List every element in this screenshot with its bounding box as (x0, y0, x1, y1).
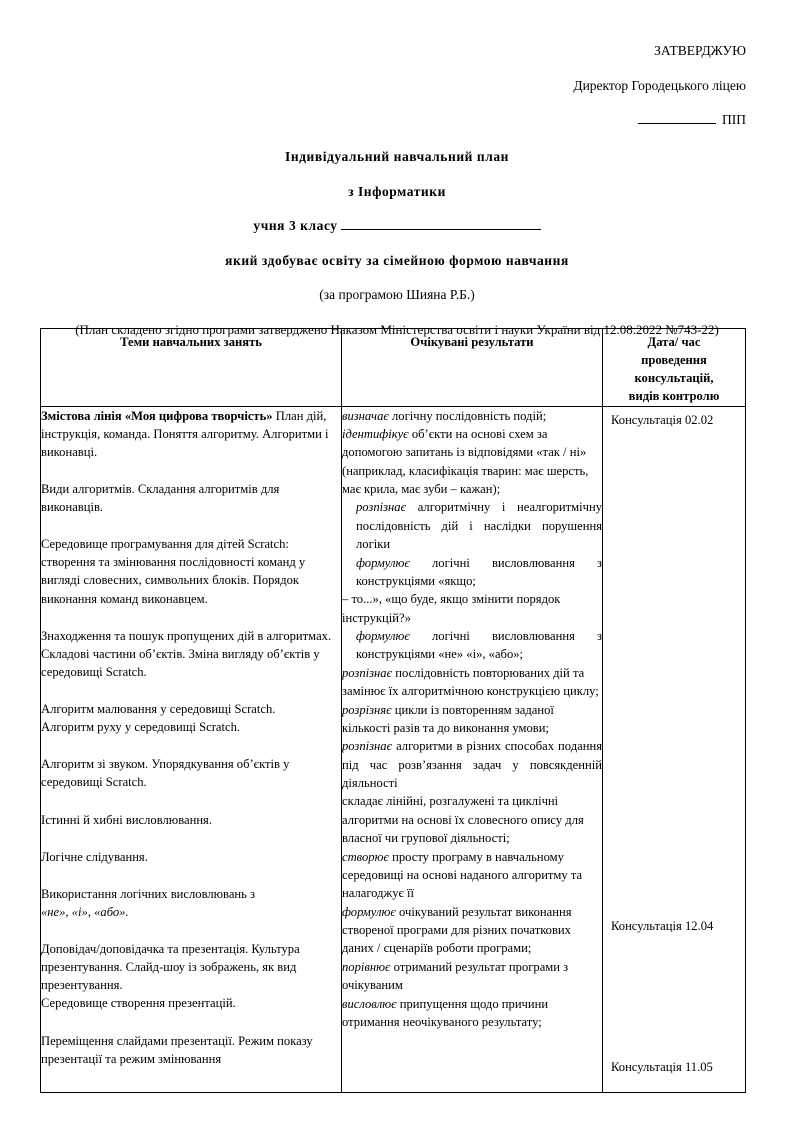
signature-label: ПІП (722, 112, 746, 128)
topic-item: Переміщення слайдами презентації. Режим показу презентації та режим змінювання (41, 1033, 313, 1066)
result-verb: формулює (342, 904, 396, 919)
result-text: алгоритмічну і неалгоритмічну послідовність дій і наслідки порушення логіки (356, 500, 602, 552)
approval-signature-line (360, 113, 746, 127)
result-item (342, 407, 602, 425)
topic-heading: Змістова лінія «Моя цифрова творчість» (41, 408, 273, 423)
result-item: складає лінійні, розгалужені та циклічні алгоритми на основі їх словесного опису для власної чи групової діяльності; (342, 794, 584, 846)
topic-item (41, 885, 341, 921)
topic-text-b: Складові частини об’єктів. Зміна вигляду об’єктів у середовищі Scratch. (41, 646, 320, 679)
spacer (41, 681, 341, 700)
result-text: логічну послідовність подій; (388, 408, 547, 423)
result-item (342, 701, 602, 738)
plan-table-wrapper (40, 328, 745, 1093)
result-text: логічні висловлювання з конструкціями «якщо; (356, 555, 602, 588)
spacer (41, 461, 341, 480)
table-header-row (41, 329, 746, 407)
cell-topics (41, 406, 342, 1092)
table-body (41, 406, 746, 1092)
approval-line-zatverdzhuyu: ЗАТВЕРДЖУЮ (654, 43, 746, 58)
result-item (342, 554, 602, 591)
topic-item (41, 940, 341, 1013)
consultation-date: Консультація 02.02 (611, 412, 714, 427)
result-verb: розпізнає (342, 665, 393, 680)
result-verb: висловлює (342, 996, 397, 1011)
result-verb: розпізнає (342, 739, 393, 754)
table-row (41, 406, 746, 1092)
result-text: припущення щодо причини отримання неочікуваного результату; (342, 996, 549, 1029)
title-block (47, 150, 747, 336)
spacer (41, 921, 341, 940)
plan-table (40, 328, 746, 1093)
result-text: цикли із повторенням заданої кількості разів та до виконання умови; (342, 702, 554, 735)
result-item (342, 848, 602, 903)
topic-text-a: Алгоритм малювання у середовищі Scratch. (41, 702, 276, 716)
approval-line-director: Директор Городецького ліцею (573, 77, 746, 93)
spacer (41, 608, 341, 627)
student-name-blank (341, 219, 541, 230)
spacer (41, 736, 341, 755)
topic-text-a: Знаходження та пошук пропущених дій в алгоритмах. (41, 628, 332, 643)
topic-text-b: Середовище створення презентацій. (41, 996, 236, 1011)
col-header-dates-line-4: видів контролю (628, 388, 720, 403)
program-author-line: (за програмою Шияна Р.Б.) (319, 287, 475, 302)
spacer (41, 516, 341, 535)
topic-item: Логічне слідування. (41, 849, 148, 864)
result-verb: формулює (356, 629, 410, 643)
topic-item: Середовище програмування для дітей Scratch: створення та змінювання послідовності команд у вигляді словесних, символьних блоків. Порядок виконання команд виконавцем. (41, 537, 306, 606)
result-text: отриманий результат програми з очікуваним (342, 959, 569, 993)
topic-item: Алгоритм зі звуком. Упорядкування об’єктів у середовищі Scratch. (41, 757, 290, 790)
col-header-dates (603, 329, 746, 407)
col-header-dates-line-1: Дата/ час (647, 335, 701, 349)
result-text: просту програму в навчальному середовищі на основі наданого алгоритму та налагоджує її (342, 849, 583, 901)
spacer (41, 829, 341, 848)
col-header-results-label: Очікувані результати (410, 335, 534, 349)
spacer (41, 1013, 341, 1032)
result-verb: розпізнає (356, 500, 407, 515)
approval-block (360, 44, 746, 127)
signature-rule (638, 113, 716, 124)
result-item (342, 664, 602, 701)
page-title: Індивідуальний навчальний план (285, 149, 509, 164)
col-header-topics (41, 329, 342, 407)
topic-text: План дій, інструкція, команда. Поняття алгоритму. Алгоритми і виконавці. (41, 408, 329, 459)
cell-results (342, 406, 603, 1092)
result-text: логічні висловлювання з конструкціями «не» «і», «або»; (356, 629, 602, 662)
result-verb: формулює (356, 555, 410, 570)
student-line-prefix: учня 3 класу (253, 218, 338, 233)
topic-text-b: Алгоритм руху у середовищі Scratch. (41, 720, 241, 735)
result-item (342, 498, 602, 553)
table-head (41, 329, 746, 407)
result-item (342, 737, 602, 792)
col-header-topics-label: Теми навчальних занять (120, 335, 262, 349)
topic-item (41, 700, 341, 736)
result-verb: ідентифікує (342, 426, 409, 441)
topic-item (41, 627, 341, 681)
result-item: – то...», «що буде, якщо змінити порядок інструкцій?» (342, 592, 561, 625)
topic-item: Істинні й хибні висловлювання. (41, 812, 212, 827)
cell-dates (603, 406, 746, 1092)
result-verb: розрізняє (342, 702, 392, 717)
consultation-date: Консультація 11.05 (611, 1059, 713, 1074)
result-item (342, 425, 602, 499)
result-item (342, 995, 602, 1032)
subject-title: з Інформатики (348, 183, 446, 199)
program-order-note: (План складено згідно програми затверджено Наказом Міністерства освіти і науки України від 12.08.2022 №743-22) (75, 321, 719, 337)
topic-item (41, 407, 341, 461)
result-item (342, 958, 602, 995)
topic-text-a: Використання логічних висловлювань з (41, 886, 256, 901)
col-header-dates-label (603, 329, 745, 406)
topic-item: Види алгоритмів. Складання алгоритмів для виконавців. (41, 481, 280, 514)
result-item (342, 903, 602, 958)
result-item (342, 627, 602, 664)
result-verb: порівнює (342, 959, 391, 974)
col-header-dates-line-3: консультацій, (634, 370, 714, 385)
col-header-results (342, 329, 603, 407)
topic-text-a: Доповідач/доповідачка та презентація. Культура презентування. Слайд-шоу із зображень, як вид презентування. (41, 942, 300, 993)
result-verb: визначає (342, 408, 389, 423)
consultation-date: Консультація 12.04 (611, 918, 714, 933)
topic-text-b: «не», «і», «або». (41, 904, 129, 919)
result-text: об’єкти на основі схем за допомогою запитань із відповідями «так / ні» (наприклад, класифікація тварин: має шерсть, має крила, має зуби – кажан); (342, 426, 589, 496)
result-text: очікуваний результат виконання створеної програми для різних початкових даних / сценаріїв роботи програми; (342, 904, 572, 956)
spacer (41, 866, 341, 885)
result-text: алгоритми в різних способах подання під час розв’язання задач у повсякденній діяльності (342, 739, 602, 790)
education-form-line: який здобуває освіту за сімейною формою навчання (225, 252, 569, 268)
result-text: послідовність повторюваних дій та замінює їх алгоритмічною конструкцією циклу; (342, 665, 599, 699)
col-header-dates-line-2: проведення (641, 352, 707, 367)
student-line (47, 219, 747, 233)
result-verb: створює (342, 849, 389, 864)
spacer (41, 792, 341, 811)
